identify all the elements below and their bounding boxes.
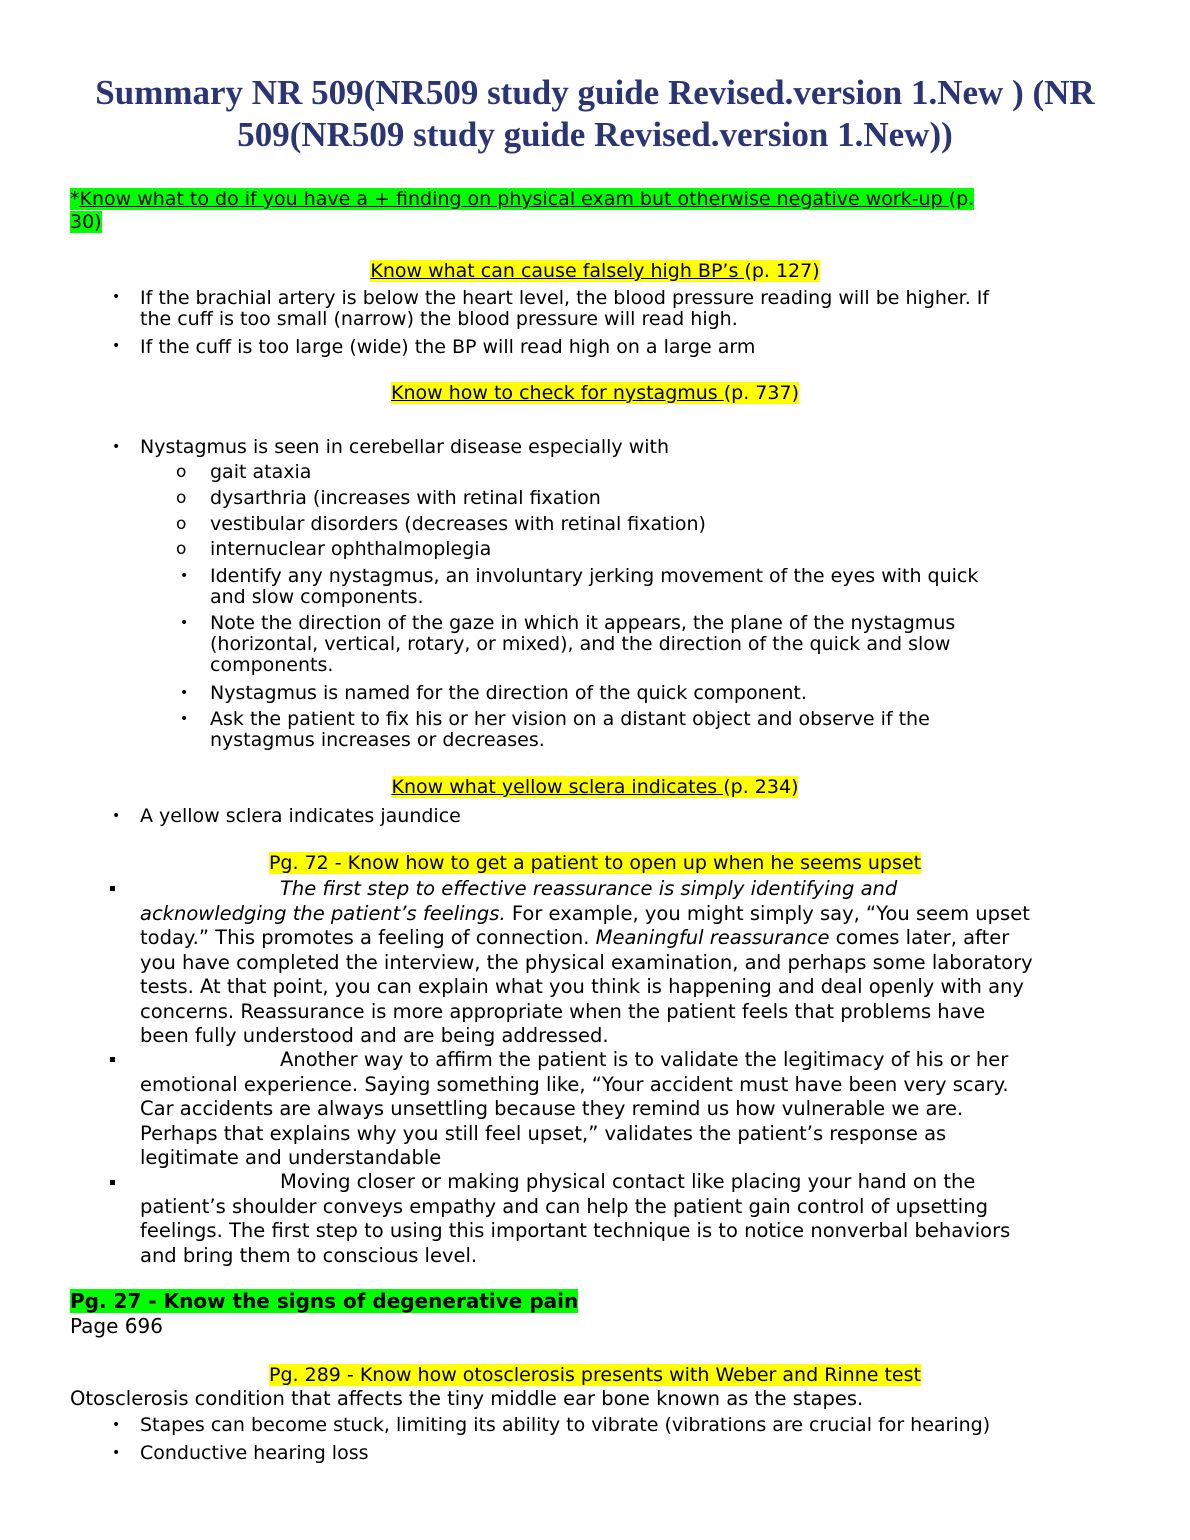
sub-point: Note the direction of the gaze in which it appears, the plane of the nystagmus (horizontal, vertical, rotary, or mixed), and the direction of the quick and slow components. xyxy=(210,612,956,676)
sub-item: gait ataxia xyxy=(210,461,312,483)
square-bullet xyxy=(110,886,115,891)
list-item: Stapes can become stuck, limiting its ability to vibrate (vibrations are crucial for hearing) xyxy=(140,1414,991,1436)
intro-page: (p. xyxy=(948,188,975,210)
square-bullet xyxy=(110,1057,115,1062)
nystagmus-heading-page: (p. 737) xyxy=(723,382,799,404)
paragraph-contact: Moving closer or making physical contact like placing your hand on the patient’s shoulder conveys empathy and can help the patient gain control of upsetting feelings. The first step to using this important technique is to notice nonverbal behaviors and bring them to conscious level. xyxy=(140,1170,1011,1267)
sclera-heading xyxy=(0,776,1190,798)
list-item: Nystagmus is seen in cerebellar disease especially with xyxy=(140,436,670,458)
page-title xyxy=(40,72,1150,156)
sub-point: Ask the patient to fix his or her vision on a distant object and observe if the nystagmus increases or decreases. xyxy=(210,708,930,751)
bullet-dot: • xyxy=(112,808,121,824)
otosclerosis-lead: Otosclerosis condition that affects the tiny middle ear bone known as the stapes. xyxy=(70,1387,864,1410)
title-line-2: 509(NR509 study guide Revised.version 1.New)) xyxy=(237,115,953,154)
sclera-heading-link[interactable]: Know what yellow sclera indicates xyxy=(391,776,724,798)
list-item: If the brachial artery is below the heart level, the blood pressure reading will be higher. If the cuff is too small (narrow) the blood pressure will read high. xyxy=(140,287,990,330)
circle-bullet: o xyxy=(176,462,187,482)
bullet-dot: • xyxy=(180,568,189,584)
sub-item: internuclear ophthalmoplegia xyxy=(210,538,492,560)
nystagmus-heading-link[interactable]: Know how to check for nystagmus xyxy=(391,382,724,404)
bullet-dot: • xyxy=(112,1417,121,1433)
bp-heading-link[interactable]: Know what can cause falsely high BP’s xyxy=(370,260,745,282)
intro-page-cont: 30) xyxy=(70,211,102,233)
upset-heading: Pg. 72 - Know how to get a patient to open up when he seems upset xyxy=(268,852,922,874)
bullet-dot: • xyxy=(180,711,189,727)
bullet-dot: • xyxy=(112,289,121,305)
list-item: Conductive hearing loss xyxy=(140,1442,369,1464)
paragraph-validate: Another way to affirm the patient is to validate the legitimacy of his or her emotional experience. Saying something like, “Your accident must have been very scary. Car accidents are always unsettling because they remind us how vulnerable we are. Perhaps that explains why you still feel upset,” validates the patient’s response as legitimate and understandable xyxy=(140,1048,1009,1169)
intro-link[interactable]: Know what to do if you have a + finding on physical exam but otherwise negative work-up xyxy=(79,188,949,210)
intro-star: * xyxy=(70,188,80,210)
list-item: A yellow sclera indicates jaundice xyxy=(140,805,461,827)
list-item: If the cuff is too large (wide) the BP will read high on a large arm xyxy=(140,336,756,358)
circle-bullet: o xyxy=(176,488,187,508)
bullet-dot: • xyxy=(112,439,121,455)
sub-point: Nystagmus is named for the direction of the quick component. xyxy=(210,682,807,704)
bullet-dot: • xyxy=(112,1445,121,1461)
circle-bullet: o xyxy=(176,539,187,559)
intro-note xyxy=(70,188,1120,234)
bp-heading-page: (p. 127) xyxy=(744,260,820,282)
sclera-heading-page: (p. 234) xyxy=(723,776,799,798)
degenerative-page: Page 696 xyxy=(70,1314,163,1338)
paragraph-reassurance: The first step to effective reassurance is simply identifying and acknowledging the patient’s feelings. For example, you might simply say, “You seem upset today.” This promotes a feeling of connection. Meaningful reassurance comes later, after you have completed the interview, the physical examination, and perhaps some laboratory tests. At that point, you can explain what you think is happening and deal openly with any concerns. Reassurance is more appropriate when the patient feels that problems have been fully understood and are being addressed. xyxy=(140,877,1033,1047)
sub-item: dysarthria (increases with retinal fixation xyxy=(210,487,601,509)
bp-heading xyxy=(0,260,1190,282)
otosclerosis-heading: Pg. 289 - Know how otosclerosis presents with Weber and Rinne test xyxy=(269,1364,921,1386)
square-bullet xyxy=(110,1180,115,1185)
bullet-dot: • xyxy=(180,685,189,701)
title-line-1: Summary NR 509(NR509 study guide Revised.version 1.New ) (NR xyxy=(95,73,1095,112)
nystagmus-heading xyxy=(0,382,1190,404)
sub-point: Identify any nystagmus, an involuntary jerking movement of the eyes with quick and slow components. xyxy=(210,565,979,608)
bullet-dot: • xyxy=(180,615,189,631)
circle-bullet: o xyxy=(176,514,187,534)
bullet-dot: • xyxy=(112,338,121,354)
sub-item: vestibular disorders (decreases with retinal fixation) xyxy=(210,513,706,535)
degenerative-heading: Pg. 27 - Know the signs of degenerative pain xyxy=(70,1289,579,1313)
